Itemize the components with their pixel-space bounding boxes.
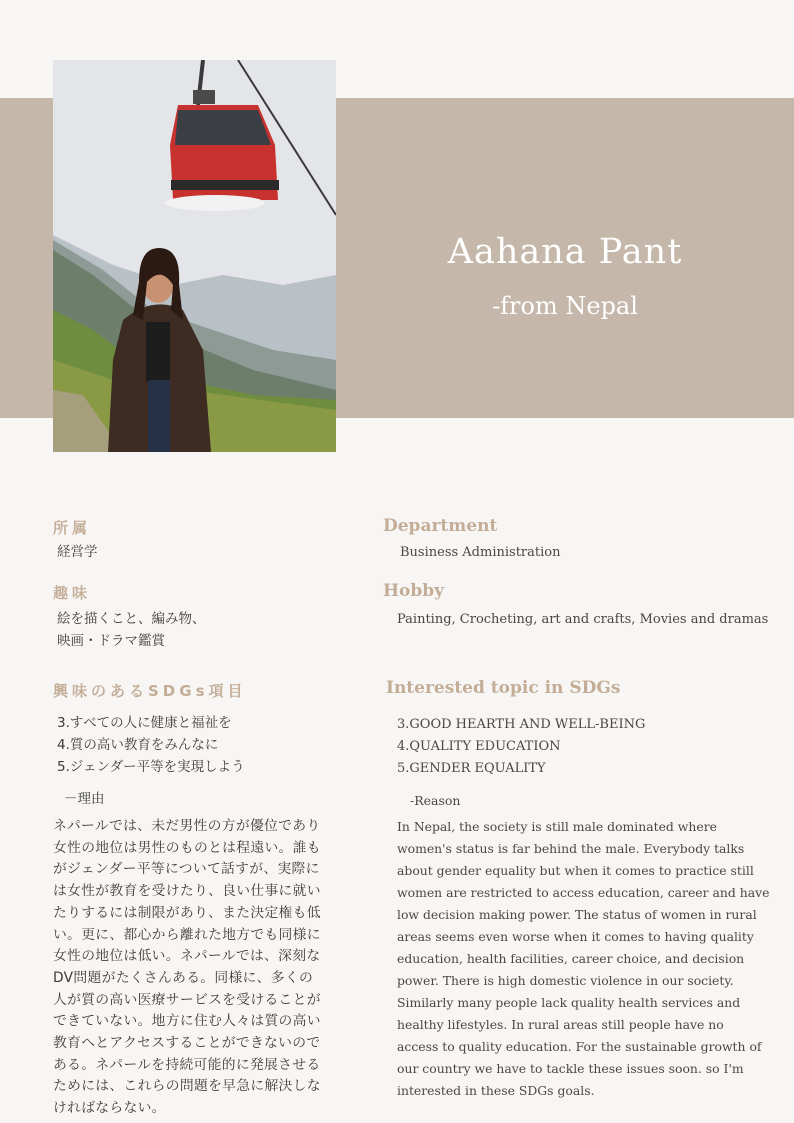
reason-line-en: interested in these SDGs goals.	[397, 1083, 595, 1098]
hobby-line-jp: 映画・ドラマ鑑賞	[57, 633, 165, 649]
reason-line-en: women's status is far behind the male. Everybody talks	[397, 841, 745, 856]
reason-line-en: low decision making power. The status of women in rural	[397, 907, 757, 922]
reason-line-jp: 人が質の高い医療サービスを受けることが	[53, 991, 321, 1008]
profile-origin: -from Nepal	[492, 292, 638, 320]
department-value-en: Business Administration	[400, 545, 561, 560]
reason-line-jp: できていない。地方に住む人々は質の高い	[53, 1013, 321, 1030]
reason-line-en: areas seems even worse when it comes to having quality	[397, 929, 754, 944]
profile-photo	[53, 60, 336, 452]
sdgs-heading-en: Interested topic in SDGs	[386, 678, 621, 698]
sdgs-list-jp	[57, 712, 245, 778]
reason-line-en: Similarly many people lack quality health services and	[397, 995, 741, 1010]
reason-line-jp: 女性の地位は低い。ネパールでは、深刻な	[53, 948, 321, 965]
reason-line-jp: 女性の地位は男性のものとは程遠い。誰も	[53, 839, 321, 856]
reason-line-jp: は女性が教育を受けたり、良い仕事に就い	[53, 883, 321, 900]
sdgs-list-en	[397, 714, 645, 780]
reason-line-en: education, health facilities, career choice, and decision	[397, 951, 745, 966]
reason-line-en: about gender equality but when it comes to practice still	[397, 863, 754, 878]
reason-line-jp: がジェンダー平等について話すが、実際に	[53, 861, 320, 878]
sdgs-item-jp: 3.すべての人に健康と福祉を	[57, 715, 232, 731]
reason-line-jp: DV問題がたくさんある。同様に、多くの	[53, 969, 314, 986]
department-heading-jp: 所属	[53, 519, 92, 537]
reason-line-en: our country we have to tackle these issues soon. so I'm	[397, 1061, 744, 1076]
reason-label-en: -Reason	[410, 793, 461, 808]
reason-line-jp: ある。ネパールを持続可能的に発展させる	[53, 1056, 321, 1073]
hobby-heading-en: Hobby	[383, 581, 445, 601]
reason-line-jp: たりするには制限があり、また決定権も低	[53, 904, 321, 921]
department-heading-en: Department	[383, 516, 498, 536]
reason-line-jp: い。更に、都心から離れた地方でも同様に	[53, 926, 321, 943]
profile-name: Aahana Pant	[447, 232, 683, 272]
reason-line-jp: ためには、これらの問題を早急に解決しな	[53, 1078, 321, 1095]
sdgs-item-jp: 4.質の高い教育をみんなに	[57, 737, 219, 753]
reason-line-en: access to quality education. For the sustainable growth of	[397, 1039, 762, 1054]
hobby-heading-jp: 趣味	[53, 584, 92, 602]
reason-paragraph-en	[397, 816, 777, 1102]
reason-line-jp: ければならない。	[53, 1100, 166, 1117]
sdgs-item-en: 4.QUALITY EDUCATION	[397, 739, 561, 754]
sdgs-item-en: 5.GENDER EQUALITY	[397, 761, 546, 776]
reason-line-jp: ネパールでは、未だ男性の方が優位であり	[53, 818, 321, 834]
department-value-jp: 経営学	[57, 544, 98, 560]
reason-line-en: power. There is high domestic violence in our society.	[397, 973, 734, 988]
sdgs-item-jp: 5.ジェンダー平等を実現しよう	[57, 759, 245, 775]
reason-paragraph-jp	[53, 816, 353, 1120]
sdgs-heading-jp: 興味のあるSDGs項目	[53, 682, 247, 700]
reason-line-en: women are restricted to access education, career and have	[397, 885, 770, 900]
reason-line-jp: 教育へとアクセスすることができないので	[53, 1035, 321, 1052]
reason-line-en: healthy lifestyles. In rural areas still people have no	[397, 1017, 724, 1032]
hobby-lines-jp	[57, 608, 206, 652]
sdgs-item-en: 3.GOOD HEARTH AND WELL-BEING	[397, 717, 646, 732]
hobby-value-en: Painting, Crocheting, art and crafts, Movies and dramas	[397, 612, 769, 627]
hobby-line-jp: 絵を描くこと、編み物、	[57, 611, 206, 627]
reason-label-jp: －理由	[64, 791, 105, 807]
reason-line-en: In Nepal, the society is still male dominated where	[397, 819, 717, 834]
